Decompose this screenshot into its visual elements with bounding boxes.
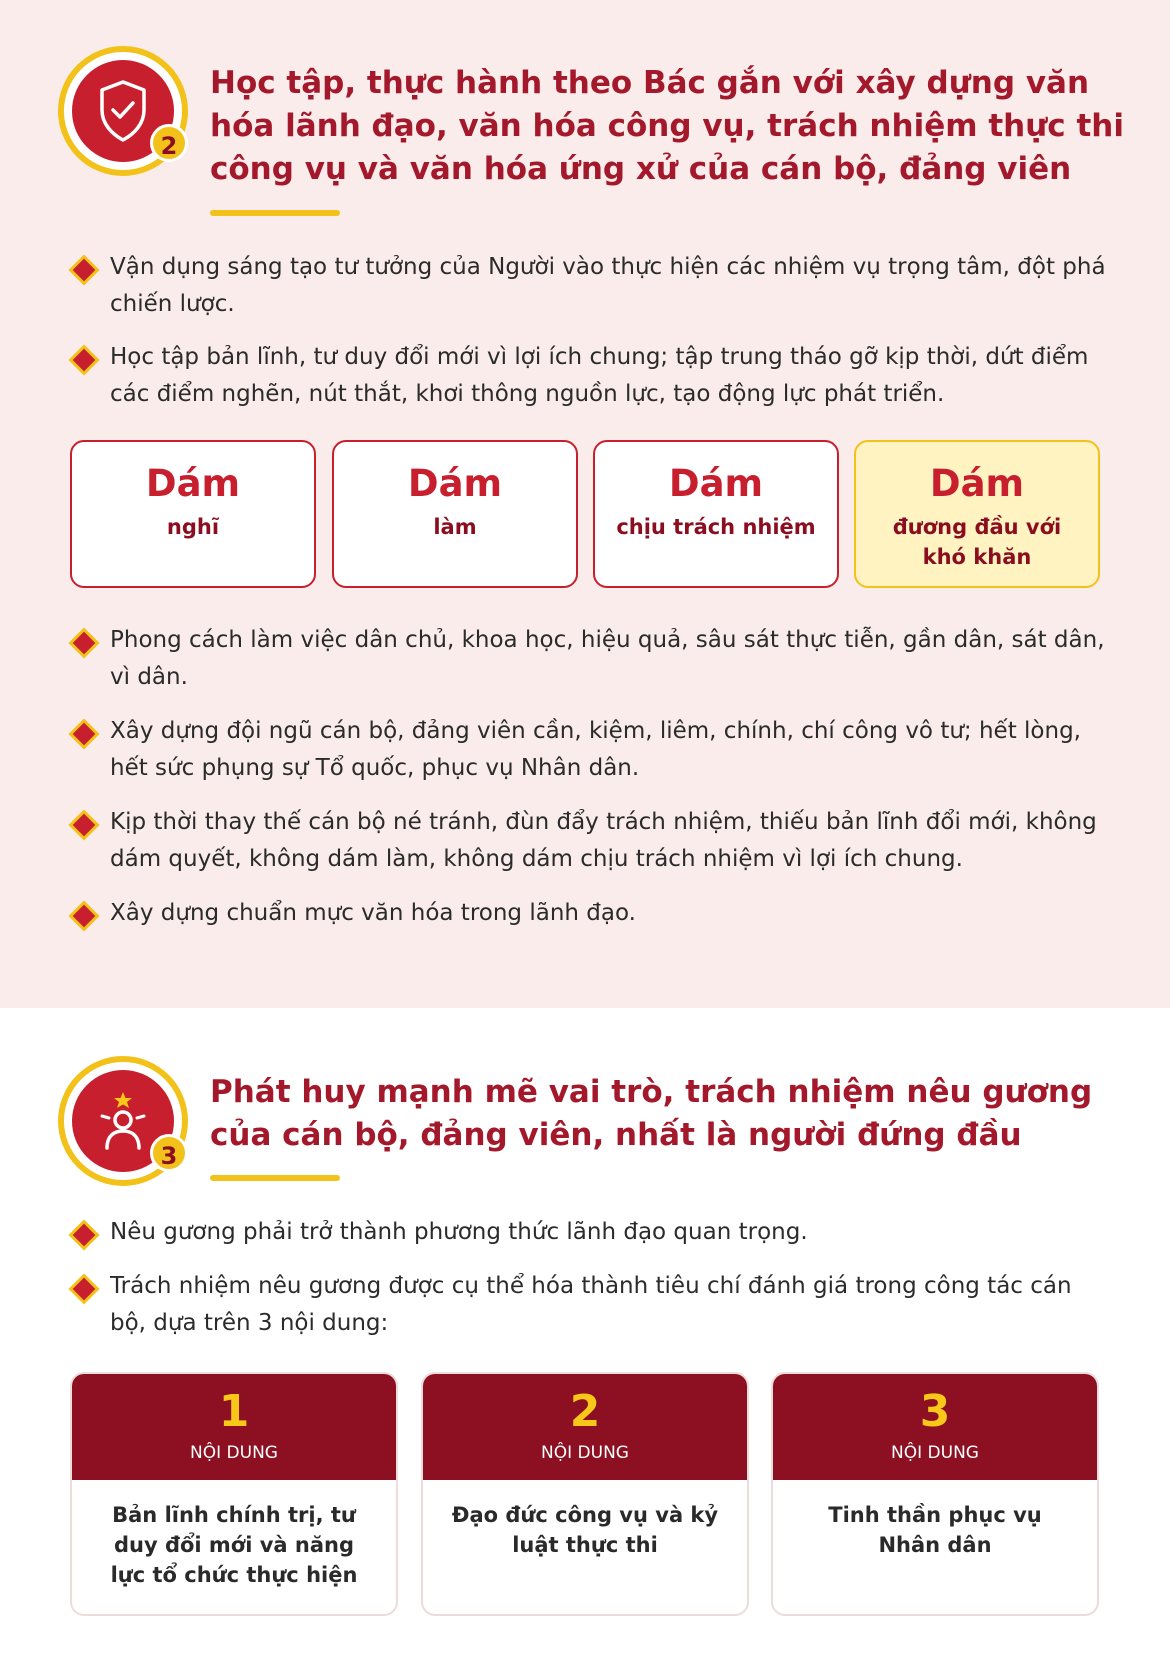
card-label: NỘI DUNG <box>190 1443 278 1463</box>
card-header <box>773 1374 1097 1480</box>
card-text: Bản lĩnh chính trị, tư duy đổi mới và năng lực tổ chức thực hiện <box>110 1503 358 1587</box>
list-item: Phong cách làm việc dân chủ, khoa học, hiệu quả, sâu sát thực tiễn, gần dân, sát dân, vì dân. <box>72 622 1112 696</box>
card-header <box>72 1374 396 1480</box>
card-number: 1 <box>218 1386 250 1437</box>
card-text: Tinh thần phục vụ Nhân dân <box>828 1503 1042 1557</box>
dam-box-1 <box>70 440 316 588</box>
content-card-2 <box>421 1372 749 1616</box>
title-underline <box>210 210 340 216</box>
list-item: Vận dụng sáng tạo tư tưởng của Người vào thực hiện các nhiệm vụ trọng tâm, đột phá chiến lược. <box>72 249 1112 323</box>
list-item: Xây dựng chuẩn mực văn hóa trong lãnh đạo. <box>72 895 1112 932</box>
dam-subtext: đương đầu với khó khăn <box>892 515 1062 569</box>
content-card-3 <box>771 1372 1099 1616</box>
diamond-bullet-icon <box>73 632 96 655</box>
dam-subtext: làm <box>433 515 477 539</box>
card-text: Đạo đức công vụ và kỷ luật thực thi <box>451 1503 719 1557</box>
dam-heading: Dám <box>668 462 764 505</box>
dam-boxes <box>70 440 1100 588</box>
section-3-title: Phát huy mạnh mẽ vai trò, trách nhiệm nêu gương của cán bộ, đảng viên, nhất là người đứng đầu <box>210 1074 1093 1153</box>
dam-box-3 <box>593 440 839 588</box>
dam-box-2 <box>332 440 578 588</box>
section-3-badge <box>58 1056 188 1186</box>
section-3-bullets <box>72 1214 1112 1342</box>
card-label: NỘI DUNG <box>541 1443 629 1463</box>
section-2-bullets-b <box>72 622 1112 932</box>
card-number: 2 <box>569 1386 601 1437</box>
dam-box-4 <box>854 440 1100 588</box>
section-2-title: Học tập, thực hành theo Bác gắn với xây dựng văn hóa lãnh đạo, văn hóa công vụ, trách nhiệm thực thi công vụ và văn hóa ứng xử của cán bộ, đảng viên <box>210 65 1124 187</box>
diamond-bullet-icon <box>73 1278 96 1301</box>
diamond-bullet-icon <box>73 349 96 372</box>
card-number: 3 <box>919 1386 951 1437</box>
diamond-bullet-icon <box>73 814 96 837</box>
section-number: 2 <box>150 124 188 162</box>
section-number: 3 <box>150 1134 188 1172</box>
list-item: Học tập bản lĩnh, tư duy đổi mới vì lợi ích chung; tập trung tháo gỡ kịp thời, dứt điểm các điểm nghẽn, nút thắt, khơi thông nguồn lực, tạo động lực phát triển. <box>72 339 1112 413</box>
dam-heading: Dám <box>145 462 241 505</box>
diamond-bullet-icon <box>73 905 96 928</box>
diamond-bullet-icon <box>73 723 96 746</box>
dam-subtext: nghĩ <box>166 515 220 539</box>
diamond-bullet-icon <box>73 259 96 282</box>
list-item: Nêu gương phải trở thành phương thức lãnh đạo quan trọng. <box>72 1214 1112 1251</box>
dam-subtext: chịu trách nhiệm <box>616 515 816 539</box>
diamond-bullet-icon <box>73 1224 96 1247</box>
dam-heading: Dám <box>929 462 1025 505</box>
content-card-1 <box>70 1372 398 1616</box>
list-item: Trách nhiệm nêu gương được cụ thể hóa thành tiêu chí đánh giá trong công tác cán bộ, dựa trên 3 nội dung: <box>72 1268 1112 1342</box>
card-header <box>423 1374 747 1480</box>
section-2-bullets-a <box>72 249 1112 413</box>
list-item: Xây dựng đội ngũ cán bộ, đảng viên cần, kiệm, liêm, chính, chí công vô tư; hết lòng, hết sức phụng sự Tổ quốc, phục vụ Nhân dân. <box>72 713 1112 787</box>
list-item: Kịp thời thay thế cán bộ né tránh, đùn đẩy trách nhiệm, thiếu bản lĩnh đổi mới, không dám quyết, không dám làm, không dám chịu trách nhiệm vì lợi ích chung. <box>72 804 1112 878</box>
title-underline <box>210 1175 340 1181</box>
section-2-badge <box>58 46 188 176</box>
card-label: NỘI DUNG <box>891 1443 979 1463</box>
dam-heading: Dám <box>407 462 503 505</box>
